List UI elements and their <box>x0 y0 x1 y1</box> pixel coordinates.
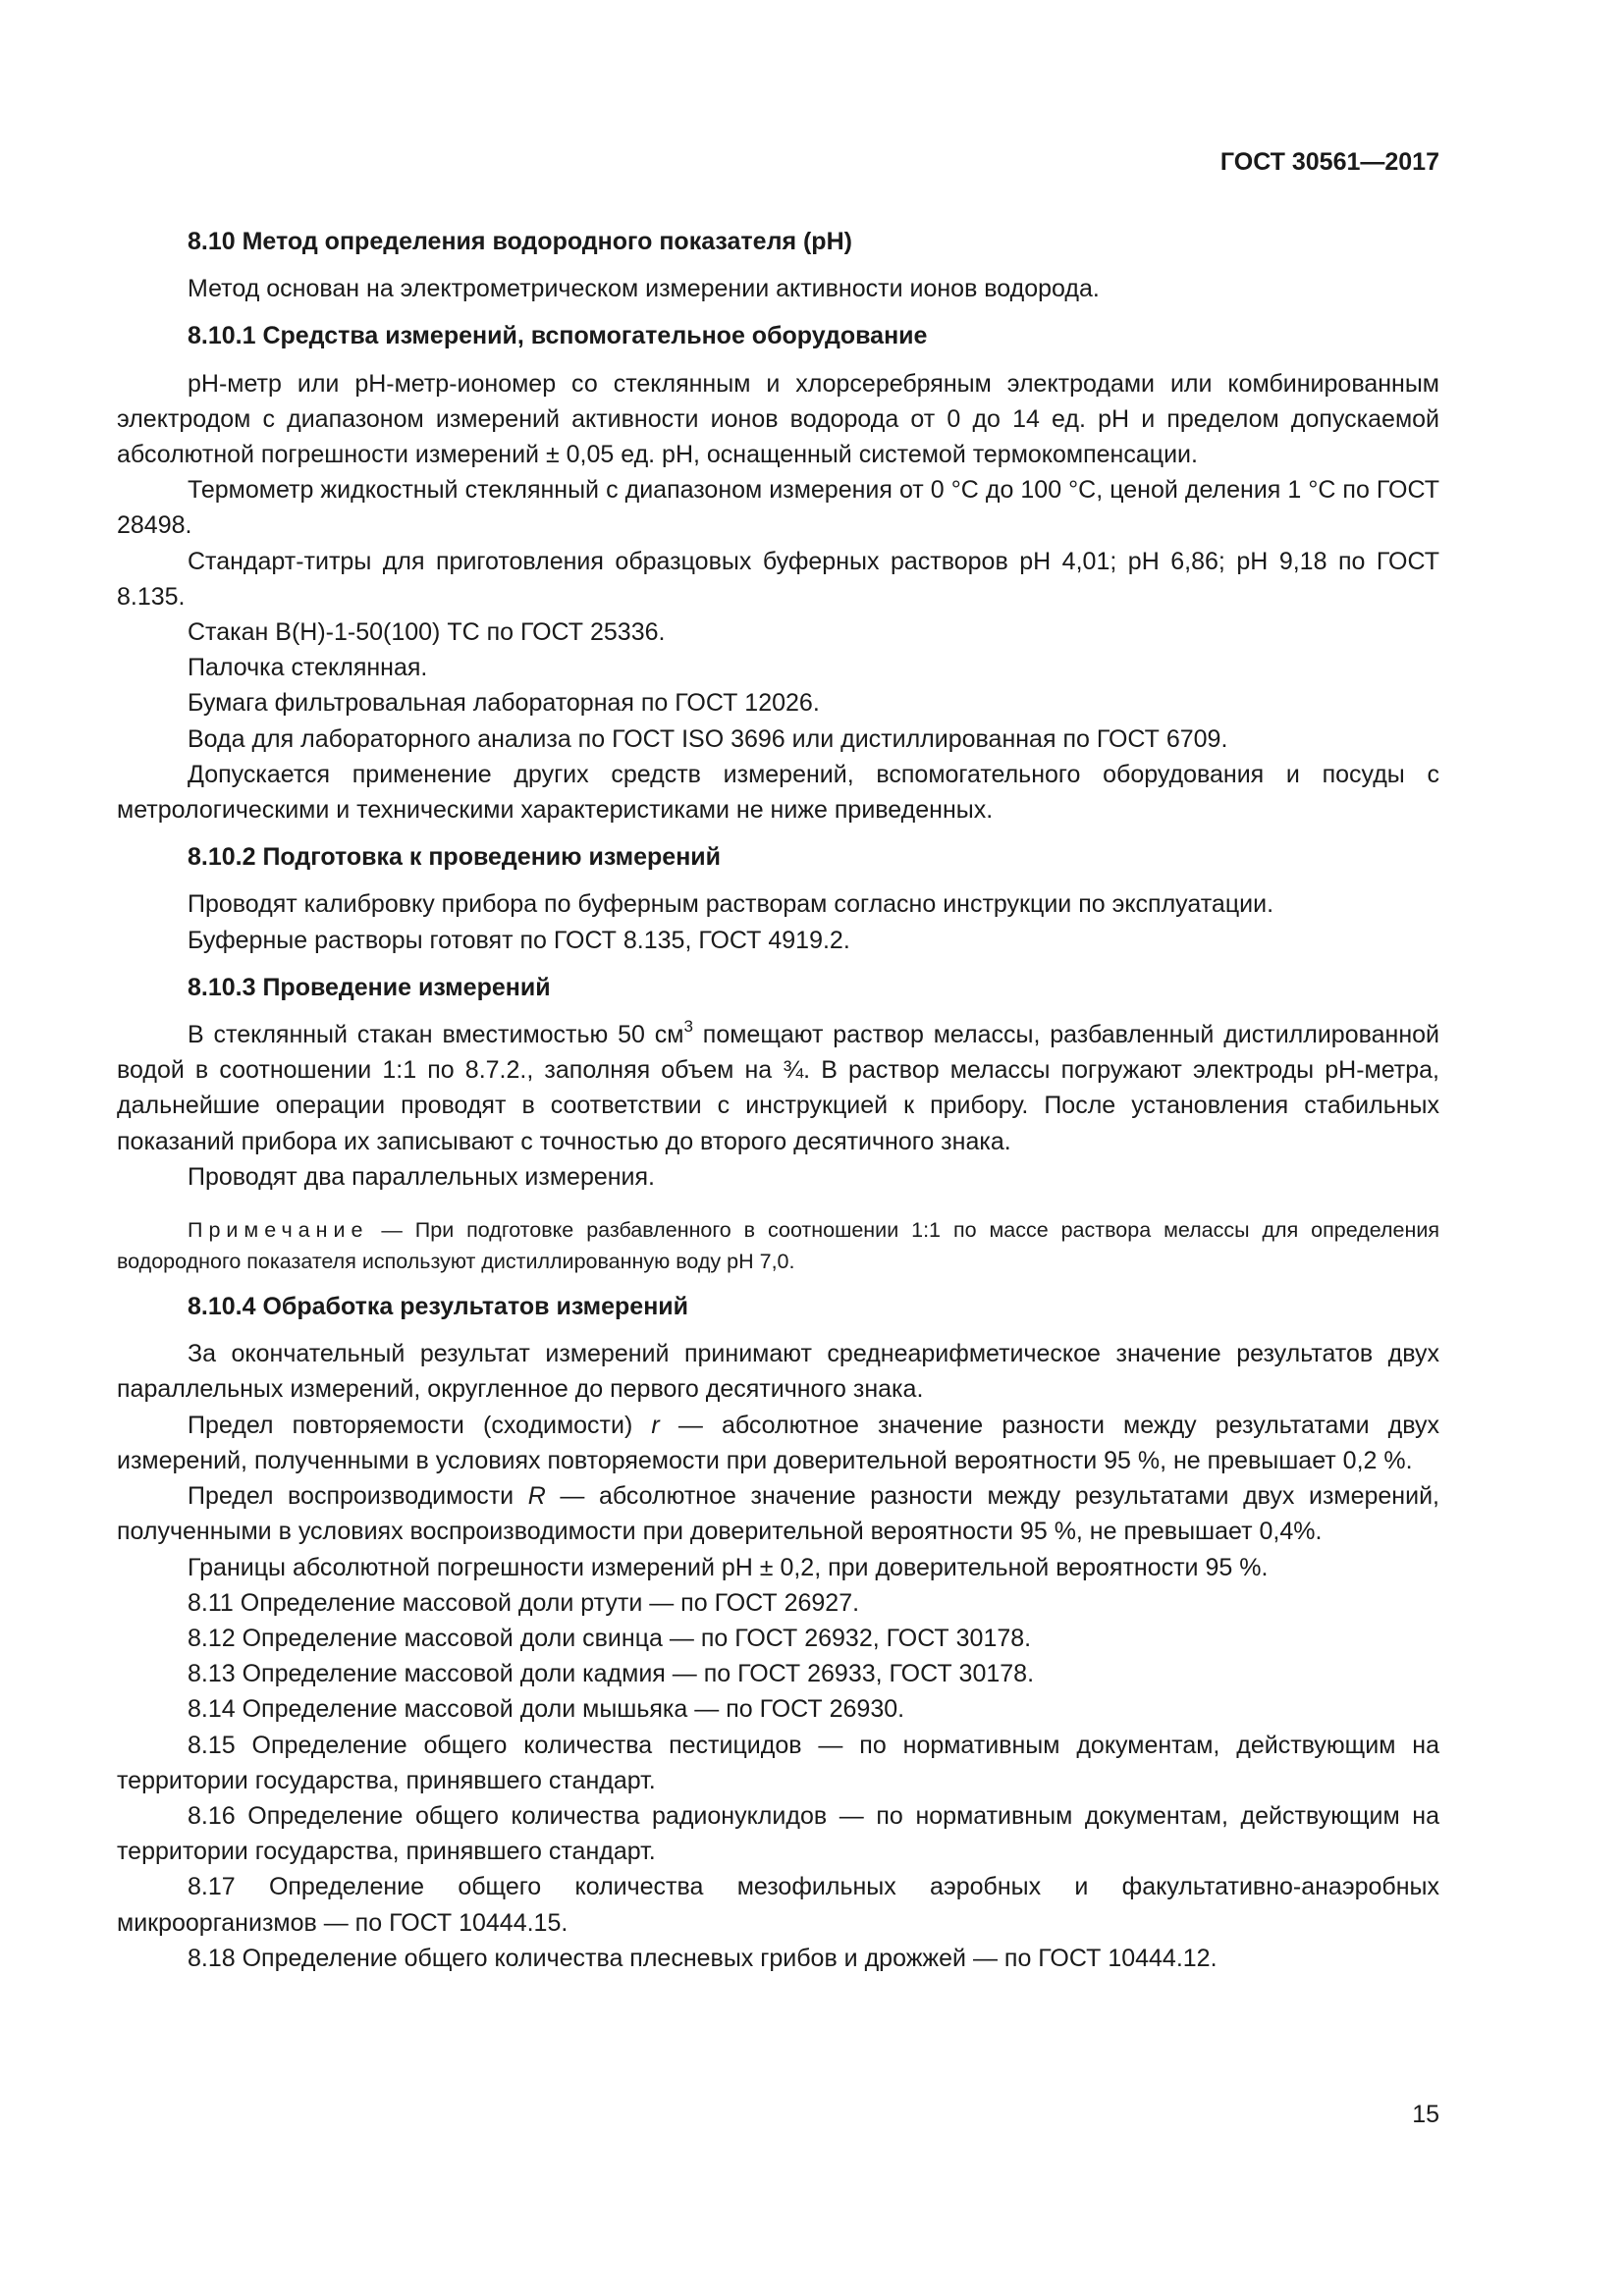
note-text: — При подготовке разбавленного в соотношении 1:1 по массе раствора мелассы для определения водородного показателя используют дистиллированную воду pH 7,0. <box>117 1218 1439 1274</box>
note-prefix: Примечание <box>188 1218 369 1243</box>
section-heading-8-10-3: 8.10.3 Проведение измерений <box>188 973 551 1001</box>
text-run: В стеклянный стакан вместимостью 50 см <box>188 1021 684 1049</box>
section-8-15: 8.15 Определение общего количества пестицидов — по нормативным документам, действующим на территории государства, принявшего стандарт. <box>117 1731 1439 1794</box>
text-run: Предел воспроизводимости <box>188 1482 528 1511</box>
section-8-14: 8.14 Определение массовой доли мышьяка — по ГОСТ 26930. <box>188 1695 905 1724</box>
paragraph: Вода для лабораторного анализа по ГОСТ ISO 3696 или дистиллированная по ГОСТ 6709. <box>188 724 1228 753</box>
paragraph <box>117 1408 1439 1478</box>
paragraph: Допускается применение других средств измерений, вспомогательного оборудования и посуды с метрологическими и техническими характеристиками не ниже приведенных. <box>117 760 1439 825</box>
paragraph: Стакан В(Н)-1-50(100) ТС по ГОСТ 25336. <box>188 618 666 647</box>
section-8-18: 8.18 Определение общего количества плесневых грибов и дрожжей — по ГОСТ 10444.12. <box>188 1944 1218 1972</box>
section-8-12: 8.12 Определение массовой доли свинца — по ГОСТ 26932, ГОСТ 30178. <box>188 1624 1032 1652</box>
superscript: 3 <box>683 1017 693 1037</box>
paragraph: Проводят калибровку прибора по буферным растворам согласно инструкции по эксплуатации. <box>188 890 1274 919</box>
document-code: ГОСТ 30561—2017 <box>1219 148 1439 176</box>
paragraph: pH-метр или pH-метр-иономер со стеклянным и хлорсеребряным электродами или комбинированным электродом с диапазоном измерений активности ионов водорода от 0 до 14 ед. pH и пределом допускаемой абсолютной погрешности измерений ± 0,05 ед. pH, оснащенный системой термокомпенсации. <box>117 369 1439 469</box>
section-8-17: 8.17 Определение общего количества мезофильных аэробных и факультативно-анаэробных микроорганизмов — по ГОСТ 10444.15. <box>117 1873 1439 1937</box>
paragraph <box>117 1478 1439 1549</box>
text-run: помещают раствор мелассы, разбавленный дистиллированной водой в соотношении 1:1 по 8.7.2., заполняя объем на ¾. В раствор мелассы погружают электроды pH-метра, дальнейшие операции проводят в соответствии с инструкцией к прибору. После установления стабильных показаний прибора их записывают с точностью до второго десятичного знака. <box>117 1021 1439 1155</box>
section-heading-8-10-2: 8.10.2 Подготовка к проведению измерений <box>188 843 722 872</box>
section-8-16: 8.16 Определение общего количества радионуклидов — по нормативным документам, действующим на территории государства, принявшего стандарт. <box>117 1801 1439 1866</box>
paragraph: Палочка стеклянная. <box>188 654 428 682</box>
paragraph: Стандарт-титры для приготовления образцовых буферных растворов pH 4,01; pH 6,86; pH 9,18 по ГОСТ 8.135. <box>117 547 1439 611</box>
paragraph: Проводят два параллельных измерения. <box>188 1162 656 1191</box>
paragraph <box>117 1017 1439 1159</box>
note <box>117 1214 1439 1277</box>
text-run: — абсолютное значение разности между результатами двух измерений, полученными в условиях воспроизводимости при доверительной вероятности 95 %, не превышает 0,4%. <box>117 1482 1439 1546</box>
section-8-11: 8.11 Определение массовой доли ртути — по ГОСТ 26927. <box>188 1588 860 1617</box>
paragraph: Буферные растворы готовят по ГОСТ 8.135, ГОСТ 4919.2. <box>188 926 850 954</box>
section-heading-8-10-4: 8.10.4 Обработка результатов измерений <box>188 1293 689 1321</box>
paragraph: Метод основан на электрометрическом измерении активности ионов водорода. <box>188 275 1100 303</box>
section-8-13: 8.13 Определение массовой доли кадмия — по ГОСТ 26933, ГОСТ 30178. <box>188 1660 1035 1688</box>
paragraph: Термометр жидкостный стеклянный с диапазоном измерения от 0 °C до 100 °C, ценой деления 1 °C по ГОСТ 28498. <box>117 476 1439 540</box>
text-run: — абсолютное значение разности между результатами двух измерений, полученными в условиях повторяемости при доверительной вероятности 95 %, не превышает 0,2 %. <box>117 1411 1439 1474</box>
paragraph: За окончательный результат измерений принимают среднеарифметическое значение результатов двух параллельных измерений, округленное до первого десятичного знака. <box>117 1340 1439 1404</box>
paragraph: Границы абсолютной погрешности измерений pH ± 0,2, при доверительной вероятности 95 %. <box>188 1553 1269 1581</box>
variable-R: R <box>527 1482 546 1511</box>
section-heading-8-10: 8.10 Метод определения водородного показателя (pH) <box>188 228 852 255</box>
text-run: Предел повторяемости (сходимости) <box>188 1411 652 1439</box>
page-content <box>117 224 1439 1976</box>
paragraph: Бумага фильтровальная лабораторная по ГОСТ 12026. <box>188 689 820 718</box>
page-number: 15 <box>1412 2101 1439 2128</box>
variable-r: r <box>651 1411 660 1439</box>
section-heading-8-10-1: 8.10.1 Средства измерений, вспомогательное оборудование <box>188 322 928 350</box>
